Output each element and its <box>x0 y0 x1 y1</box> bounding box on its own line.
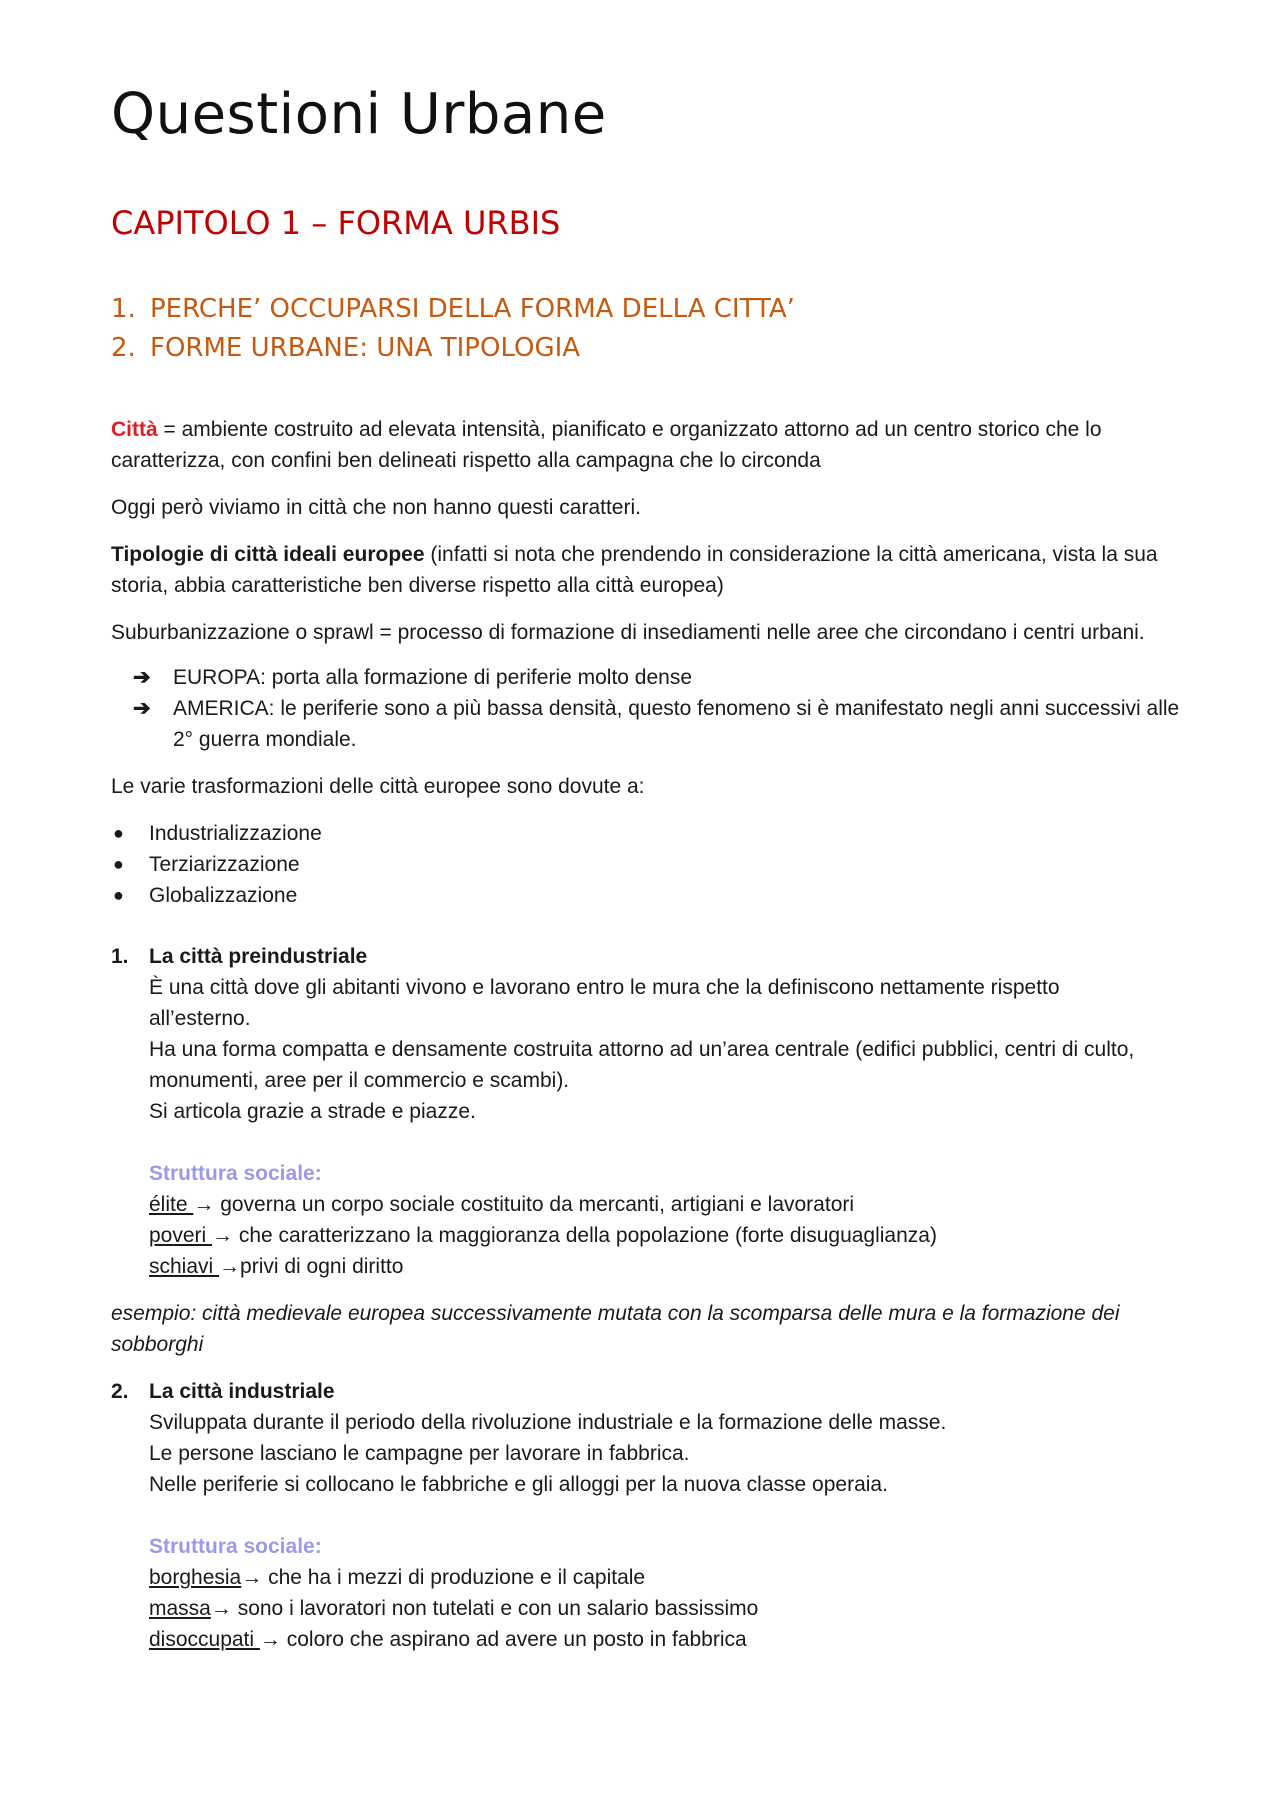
section-title: La città industriale <box>149 1380 335 1403</box>
today-paragraph: Oggi però viviamo in città che non hanno questi caratteri. <box>111 496 641 519</box>
bullet-icon: ● <box>113 823 124 843</box>
social-term: schiavi <box>149 1255 220 1278</box>
arrow-icon: ➔ <box>133 697 151 720</box>
social-term: massa <box>149 1597 211 1620</box>
social-text: coloro che aspirano ad avere un posto in fabbrica <box>280 1628 747 1651</box>
social-text: privi di ogni diritto <box>240 1255 404 1278</box>
right-arrow-icon: → <box>219 1255 241 1278</box>
social-text: che caratterizzano la maggioranza della popolazione (forte disuguaglianza) <box>233 1224 937 1247</box>
bullet-text: Industrializzazione <box>149 822 322 845</box>
transformations-intro: Le varie trasformazioni delle città europee sono dovute a: <box>111 775 645 798</box>
right-arrow-icon: → <box>210 1597 232 1620</box>
social-text: governa un corpo sociale costituito da mercanti, artigiani e lavoratori <box>214 1193 855 1216</box>
section-heading-text: FORME URBANE: UNA TIPOLOGIA <box>150 333 581 363</box>
section-number: 1. <box>111 945 129 968</box>
bullet-text: Globalizzazione <box>149 884 298 907</box>
typologies-line1: (infatti si nota che prendendo in considerazione la città americana, vista la sua <box>424 543 1158 566</box>
arrow-list-item <box>111 662 1201 693</box>
social-term: borghesia <box>149 1566 242 1589</box>
section-title: La città preindustriale <box>149 945 368 968</box>
bullet-text: Terziarizzazione <box>149 853 300 876</box>
typologies-bold: Tipologie di città ideali europee <box>111 543 425 566</box>
section-heading-text: PERCHE’ OCCUPARSI DELLA FORMA DELLA CITTA’ <box>150 294 795 324</box>
arrow-item-text: EUROPA: porta alla formazione di periferie molto dense <box>173 666 693 689</box>
right-arrow-icon: → <box>212 1224 234 1247</box>
city-type-section-1 <box>111 941 1201 1282</box>
section-heading-number: 1. <box>111 294 136 324</box>
section-line: Ha una forma compatta e densamente costruita attorno ad un’area centrale (edifici pubblici, centri di culto, <box>149 1038 1135 1061</box>
social-structure-label: Struttura sociale: <box>149 1162 322 1185</box>
example-line1: esempio: città medievale europea successivamente mutata con la scomparsa delle mura e la formazione dei <box>111 1302 1120 1325</box>
social-term: élite <box>149 1193 194 1216</box>
social-text: sono i lavoratori non tutelati e con un salario bassissimo <box>231 1597 759 1620</box>
section-heading-2 <box>111 329 1201 368</box>
bullet-icon: ● <box>113 885 124 905</box>
social-structure-label: Struttura sociale: <box>149 1535 322 1558</box>
section-line: Le persone lasciano le campagne per lavorare in fabbrica. <box>149 1442 690 1465</box>
definition-text-line1: = ambiente costruito ad elevata intensità, pianificato e organizzato attorno ad un centro storico che lo <box>157 418 1102 441</box>
definition-term: Città <box>111 418 158 441</box>
document-title: Questioni Urbane <box>111 82 607 147</box>
section-line: È una città dove gli abitanti vivono e lavorano entro le mura che la definiscono nettamente rispetto <box>149 976 1060 999</box>
section-number: 2. <box>111 1380 129 1403</box>
bullet-list <box>111 818 1201 911</box>
arrow-item-text: AMERICA: le periferie sono a più bassa densità, questo fenomeno si è manifestato negli anni successivi alle <box>173 697 1180 720</box>
typologies-line2: storia, abbia caratteristiche ben diverse rispetto alla città europea) <box>111 574 724 597</box>
social-row <box>149 1189 1201 1220</box>
right-arrow-icon: → <box>193 1193 215 1216</box>
section-line: Si articola grazie a strade e piazze. <box>149 1100 476 1123</box>
section-heading-1 <box>111 290 1201 329</box>
social-row <box>149 1624 1201 1655</box>
right-arrow-icon: → <box>241 1566 263 1589</box>
social-row <box>149 1593 1201 1624</box>
typologies-paragraph <box>111 539 1201 601</box>
social-row <box>149 1220 1201 1251</box>
social-term: disoccupati <box>149 1628 260 1651</box>
bullet-list-item <box>111 880 1201 911</box>
arrow-list <box>111 662 1201 755</box>
chapter-heading: CAPITOLO 1 – FORMA URBIS <box>111 204 561 242</box>
social-text: che ha i mezzi di produzione e il capitale <box>262 1566 646 1589</box>
bullet-list-item <box>111 849 1201 880</box>
example-line2: sobborghi <box>111 1333 204 1356</box>
suburbanization-paragraph: Suburbanizzazione o sprawl = processo di formazione di insediamenti nelle aree che circondano i centri urbani. <box>111 621 1145 644</box>
section-line: Nelle periferie si collocano le fabbriche e gli alloggi per la nuova classe operaia. <box>149 1473 888 1496</box>
example-paragraph <box>111 1298 1201 1360</box>
social-term: poveri <box>149 1224 213 1247</box>
social-row <box>149 1562 1201 1593</box>
arrow-item-text-line2: 2° guerra mondiale. <box>173 728 357 751</box>
city-type-section-2 <box>111 1376 1201 1655</box>
right-arrow-icon: → <box>259 1628 281 1651</box>
document-content <box>111 76 1201 1655</box>
section-line: monumenti, aree per il commercio e scambi). <box>149 1069 570 1092</box>
bullet-list-item <box>111 818 1201 849</box>
section-headings <box>111 290 1201 368</box>
arrow-list-item <box>111 693 1201 755</box>
definition-text-line2: caratterizza, con confini ben delineati rispetto alla campagna che lo circonda <box>111 449 821 472</box>
bullet-icon: ● <box>113 854 124 874</box>
arrow-icon: ➔ <box>133 666 151 689</box>
section-line: Sviluppata durante il periodo della rivoluzione industriale e la formazione delle masse. <box>149 1411 947 1434</box>
section-line: all’esterno. <box>149 1007 251 1030</box>
definition-paragraph <box>111 414 1201 476</box>
section-heading-number: 2. <box>111 333 136 363</box>
social-row <box>149 1251 1201 1282</box>
